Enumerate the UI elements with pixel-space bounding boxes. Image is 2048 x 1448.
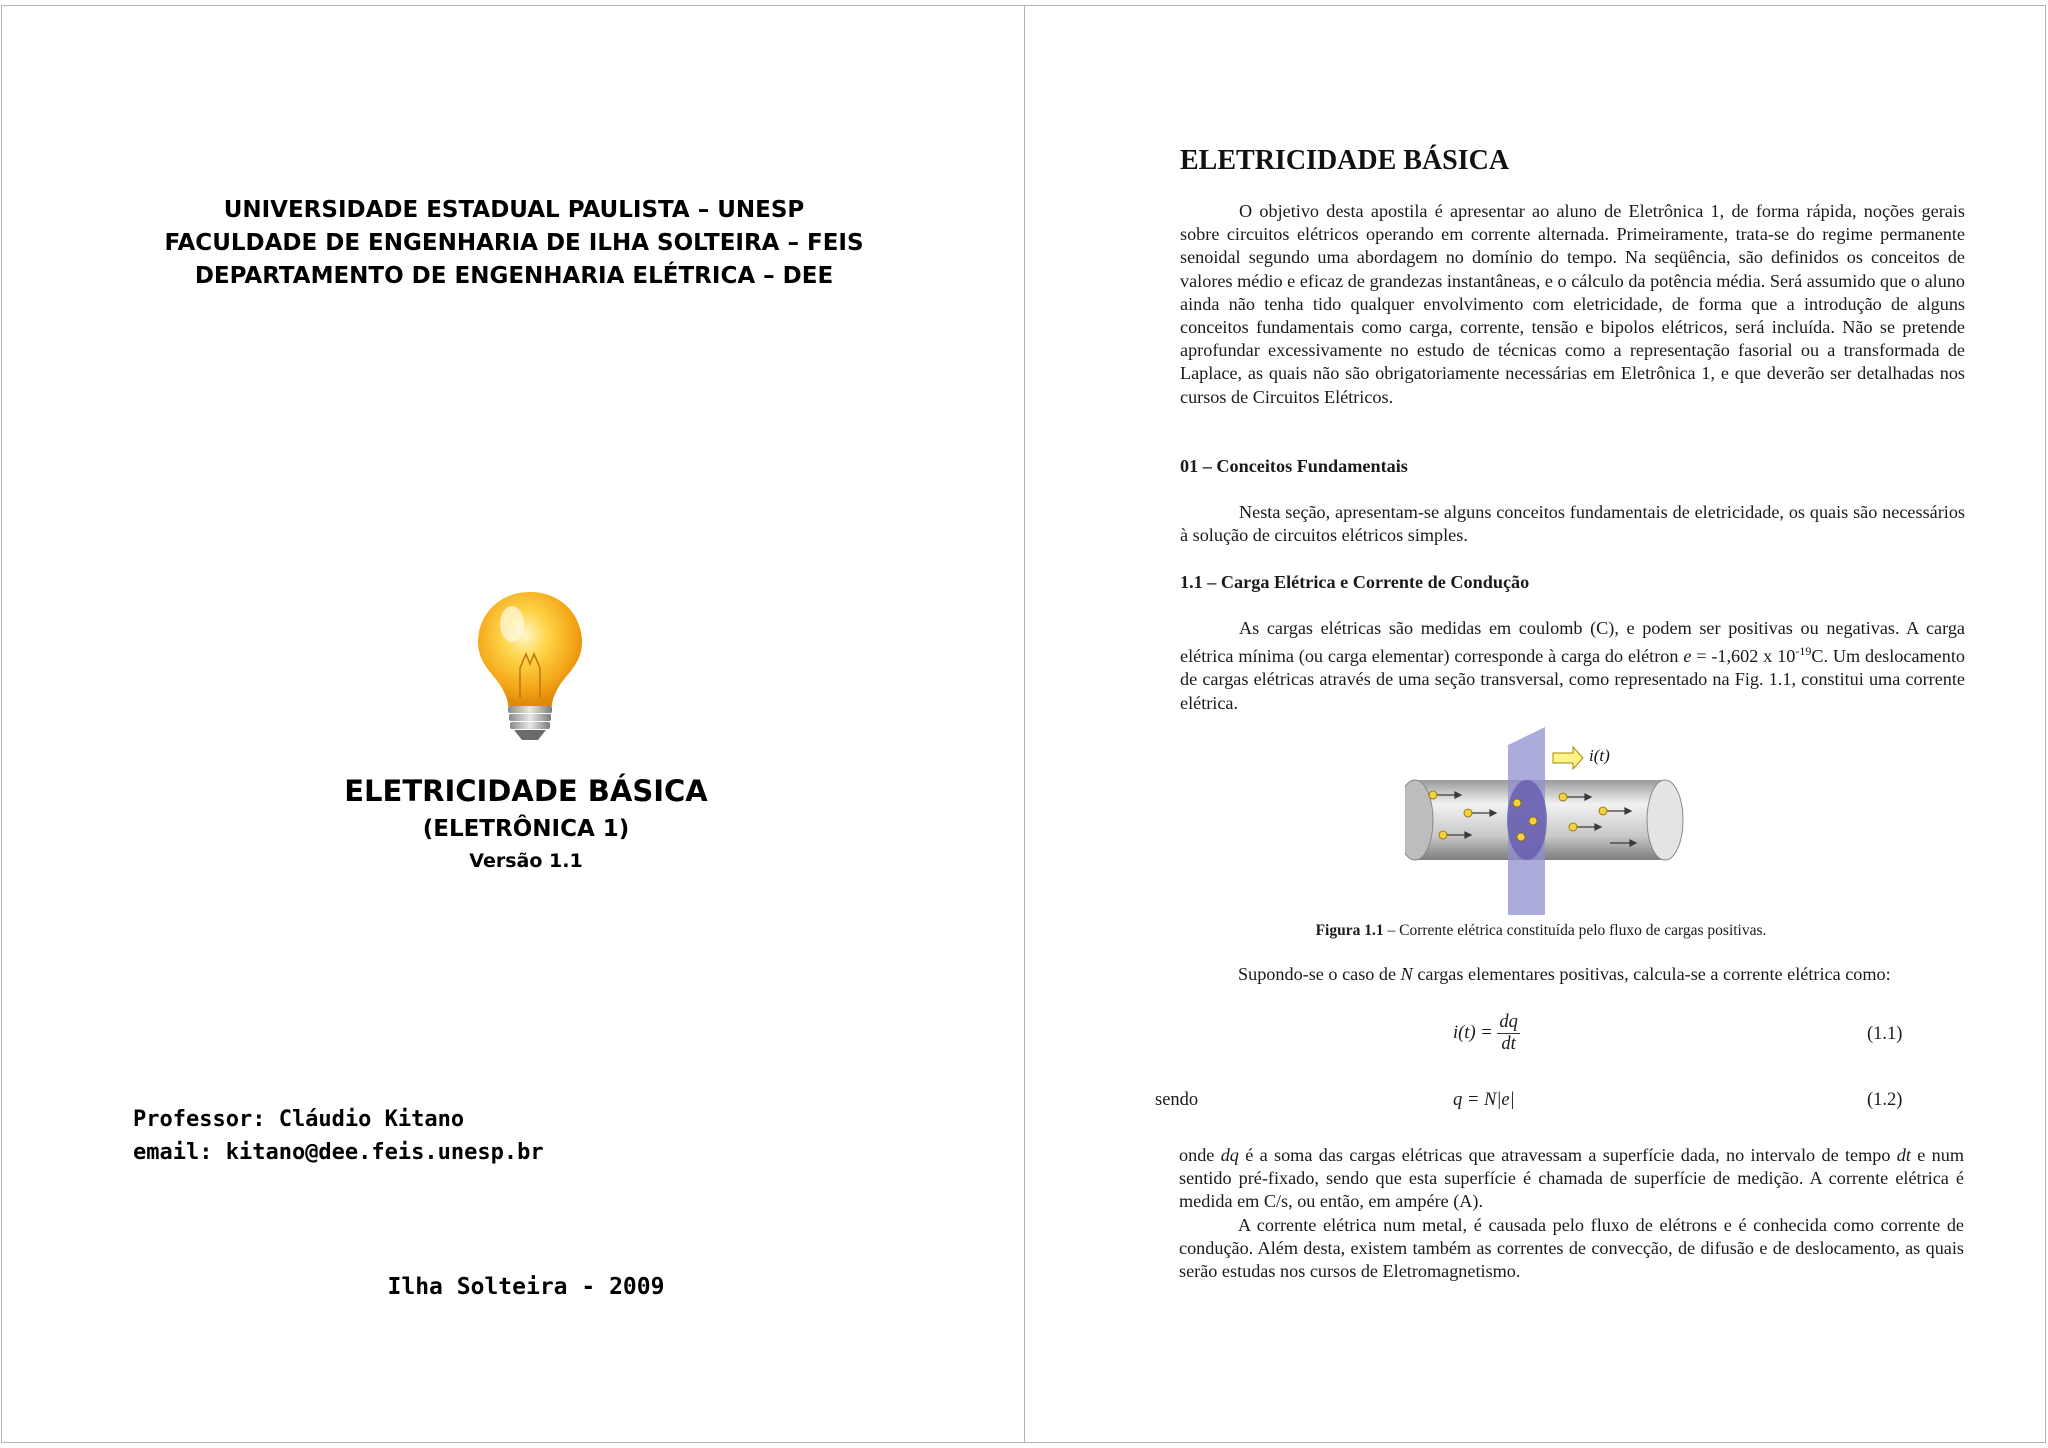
after-equation-text — [1179, 1144, 1964, 1214]
supposing-text-b: cargas elementares positivas, calcula-se a corrente elétrica como: — [1412, 964, 1891, 984]
supposing-text — [1179, 963, 1964, 986]
figure-current-label: i(t) — [1589, 746, 1610, 765]
after-eq-text-c: e num sentido pré-fixado, sendo que esta superfície é chamada de superfície de medição. A corrente elétrica é medida em C/s, ou então, em ampére (A). — [1179, 1145, 1964, 1212]
institution-line: FACULDADE DE ENGENHARIA DE ILHA SOLTEIRA – FEIS — [164, 230, 864, 256]
symbol-n: N — [1400, 964, 1413, 984]
page-title: ELETRICIDADE BÁSICA — [1180, 145, 1510, 176]
after-equation-paragraph — [1179, 1144, 1964, 1283]
electron-symbol: e — [1683, 646, 1692, 667]
equation-1-1-fraction — [1497, 1012, 1520, 1055]
figure-caption — [1024, 922, 2048, 940]
equation-1-2: q = N|e| — [1453, 1090, 1515, 1110]
supposing-paragraph — [1179, 963, 1964, 986]
intro-paragraph — [1180, 200, 1965, 409]
institution-line: DEPARTAMENTO DE ENGENHARIA ELÉTRICA – DEE — [194, 263, 834, 289]
institution-line: UNIVERSIDADE ESTADUAL PAULISTA – UNESP — [223, 197, 805, 223]
after-eq-text-a: onde — [1179, 1145, 1221, 1165]
figure-current-flow — [1405, 725, 1685, 915]
light-bulb-icon — [470, 588, 590, 744]
section-1-1-text — [1180, 617, 1965, 715]
place-year: Ilha Solteira - 2009 — [387, 1274, 665, 1300]
author-block — [133, 1103, 544, 1169]
professor-name: Professor: Cláudio Kitano — [133, 1107, 465, 1132]
cover-subtitle: (ELETRÔNICA 1) — [422, 816, 630, 842]
section-1-1-paragraph — [1180, 617, 1965, 715]
equation-1-1-number: (1.1) — [1867, 1024, 1903, 1044]
intro-text: O objetivo desta apostila é apresentar ao aluno de Eletrônica 1, de forma rápida, noções gerais sobre circuitos elétricos operando em corrente alternada. Primeiramente, trata-se do regime permanente senoidal segundo uma abordagem no domínio do tempo. Na seqüência, são definidos os conceitos de valores médio e eficaz de grandezas instantâneas, e o cálculo da potência média. Será assumido que o aluno ainda não tenha tido qualquer envolvimento com eletricidade, de forma que a introdução de alguns conceitos fundamentais como carga, corrente, tensão e bipolos elétricos, será incluída. Não se pretende aprofundar excessivamente no estudo de técnicas como a representação fasorial ou a transformada de Laplace, as quais não são obrigatoriamente necessárias em Eletrônica 1, e que deverão ser detalhadas nos cursos de Circuitos Elétricos. — [1180, 201, 1965, 407]
electron-exponent: -19 — [1795, 644, 1812, 659]
supposing-text-a: Supondo-se o caso de — [1238, 964, 1401, 984]
symbol-dt: dt — [1896, 1145, 1911, 1165]
cover-version: Versão 1.1 — [469, 850, 583, 872]
section-1-1-text-a: As cargas elétricas são medidas em coulomb (C), e podem ser positivas ou negativas. A carga elétrica mínima (ou carga elementar) corresponde à carga do elétron — [1180, 618, 1965, 667]
section-heading-01: 01 – Conceitos Fundamentais — [1180, 456, 1408, 476]
conduction-text: A corrente elétrica num metal, é causada pelo fluxo de elétrons e é conhecida como corrente de condução. Além desta, existem também as correntes de convecção, de difusão e de deslocamento, as quais serão estudas nos cursos de Eletromagnetismo. — [1179, 1214, 1964, 1282]
figure-caption-text: – Corrente elétrica constituída pelo fluxo de cargas positivas. — [1383, 922, 1767, 939]
cover-page — [1, 5, 1025, 1443]
symbol-dq: dq — [1220, 1145, 1239, 1165]
equation-1-1-numerator: dq — [1499, 1012, 1518, 1032]
cover-title-block — [2, 770, 1050, 876]
equation-1-2-number: (1.2) — [1867, 1090, 1903, 1110]
author-email: email: kitano@dee.feis.unesp.br — [133, 1140, 544, 1165]
sendo-label: sendo — [1155, 1090, 1199, 1110]
electron-value: = -1,602 x 10 — [1691, 646, 1796, 667]
equation-1-1 — [1453, 1012, 1520, 1055]
section-heading-1-1: 1.1 – Carga Elétrica e Corrente de Condução — [1180, 572, 1530, 592]
equation-1-1-lhs: i(t) = — [1453, 1023, 1493, 1043]
figure-caption-label: Figura 1.1 — [1315, 922, 1384, 939]
section-01-text: Nesta seção, apresentam-se alguns conceitos fundamentais de eletricidade, os quais são necessários à solução de circuitos elétricos simples. — [1180, 502, 1965, 546]
after-eq-text-b: é a soma das cargas elétricas que atravessam a superfície dada, no intervalo de tempo — [1238, 1145, 1897, 1165]
cover-title: ELETRICIDADE BÁSICA — [344, 774, 708, 808]
equation-1-1-denominator: dt — [1501, 1034, 1516, 1054]
institution-header — [2, 194, 1026, 293]
section-01-paragraph — [1180, 501, 1965, 547]
section-1-1-text-b: C. Um deslocamento de cargas elétricas através de uma seção transversal, como representado na Fig. 1.1, constitui uma corrente elétrica. — [1180, 646, 1965, 713]
